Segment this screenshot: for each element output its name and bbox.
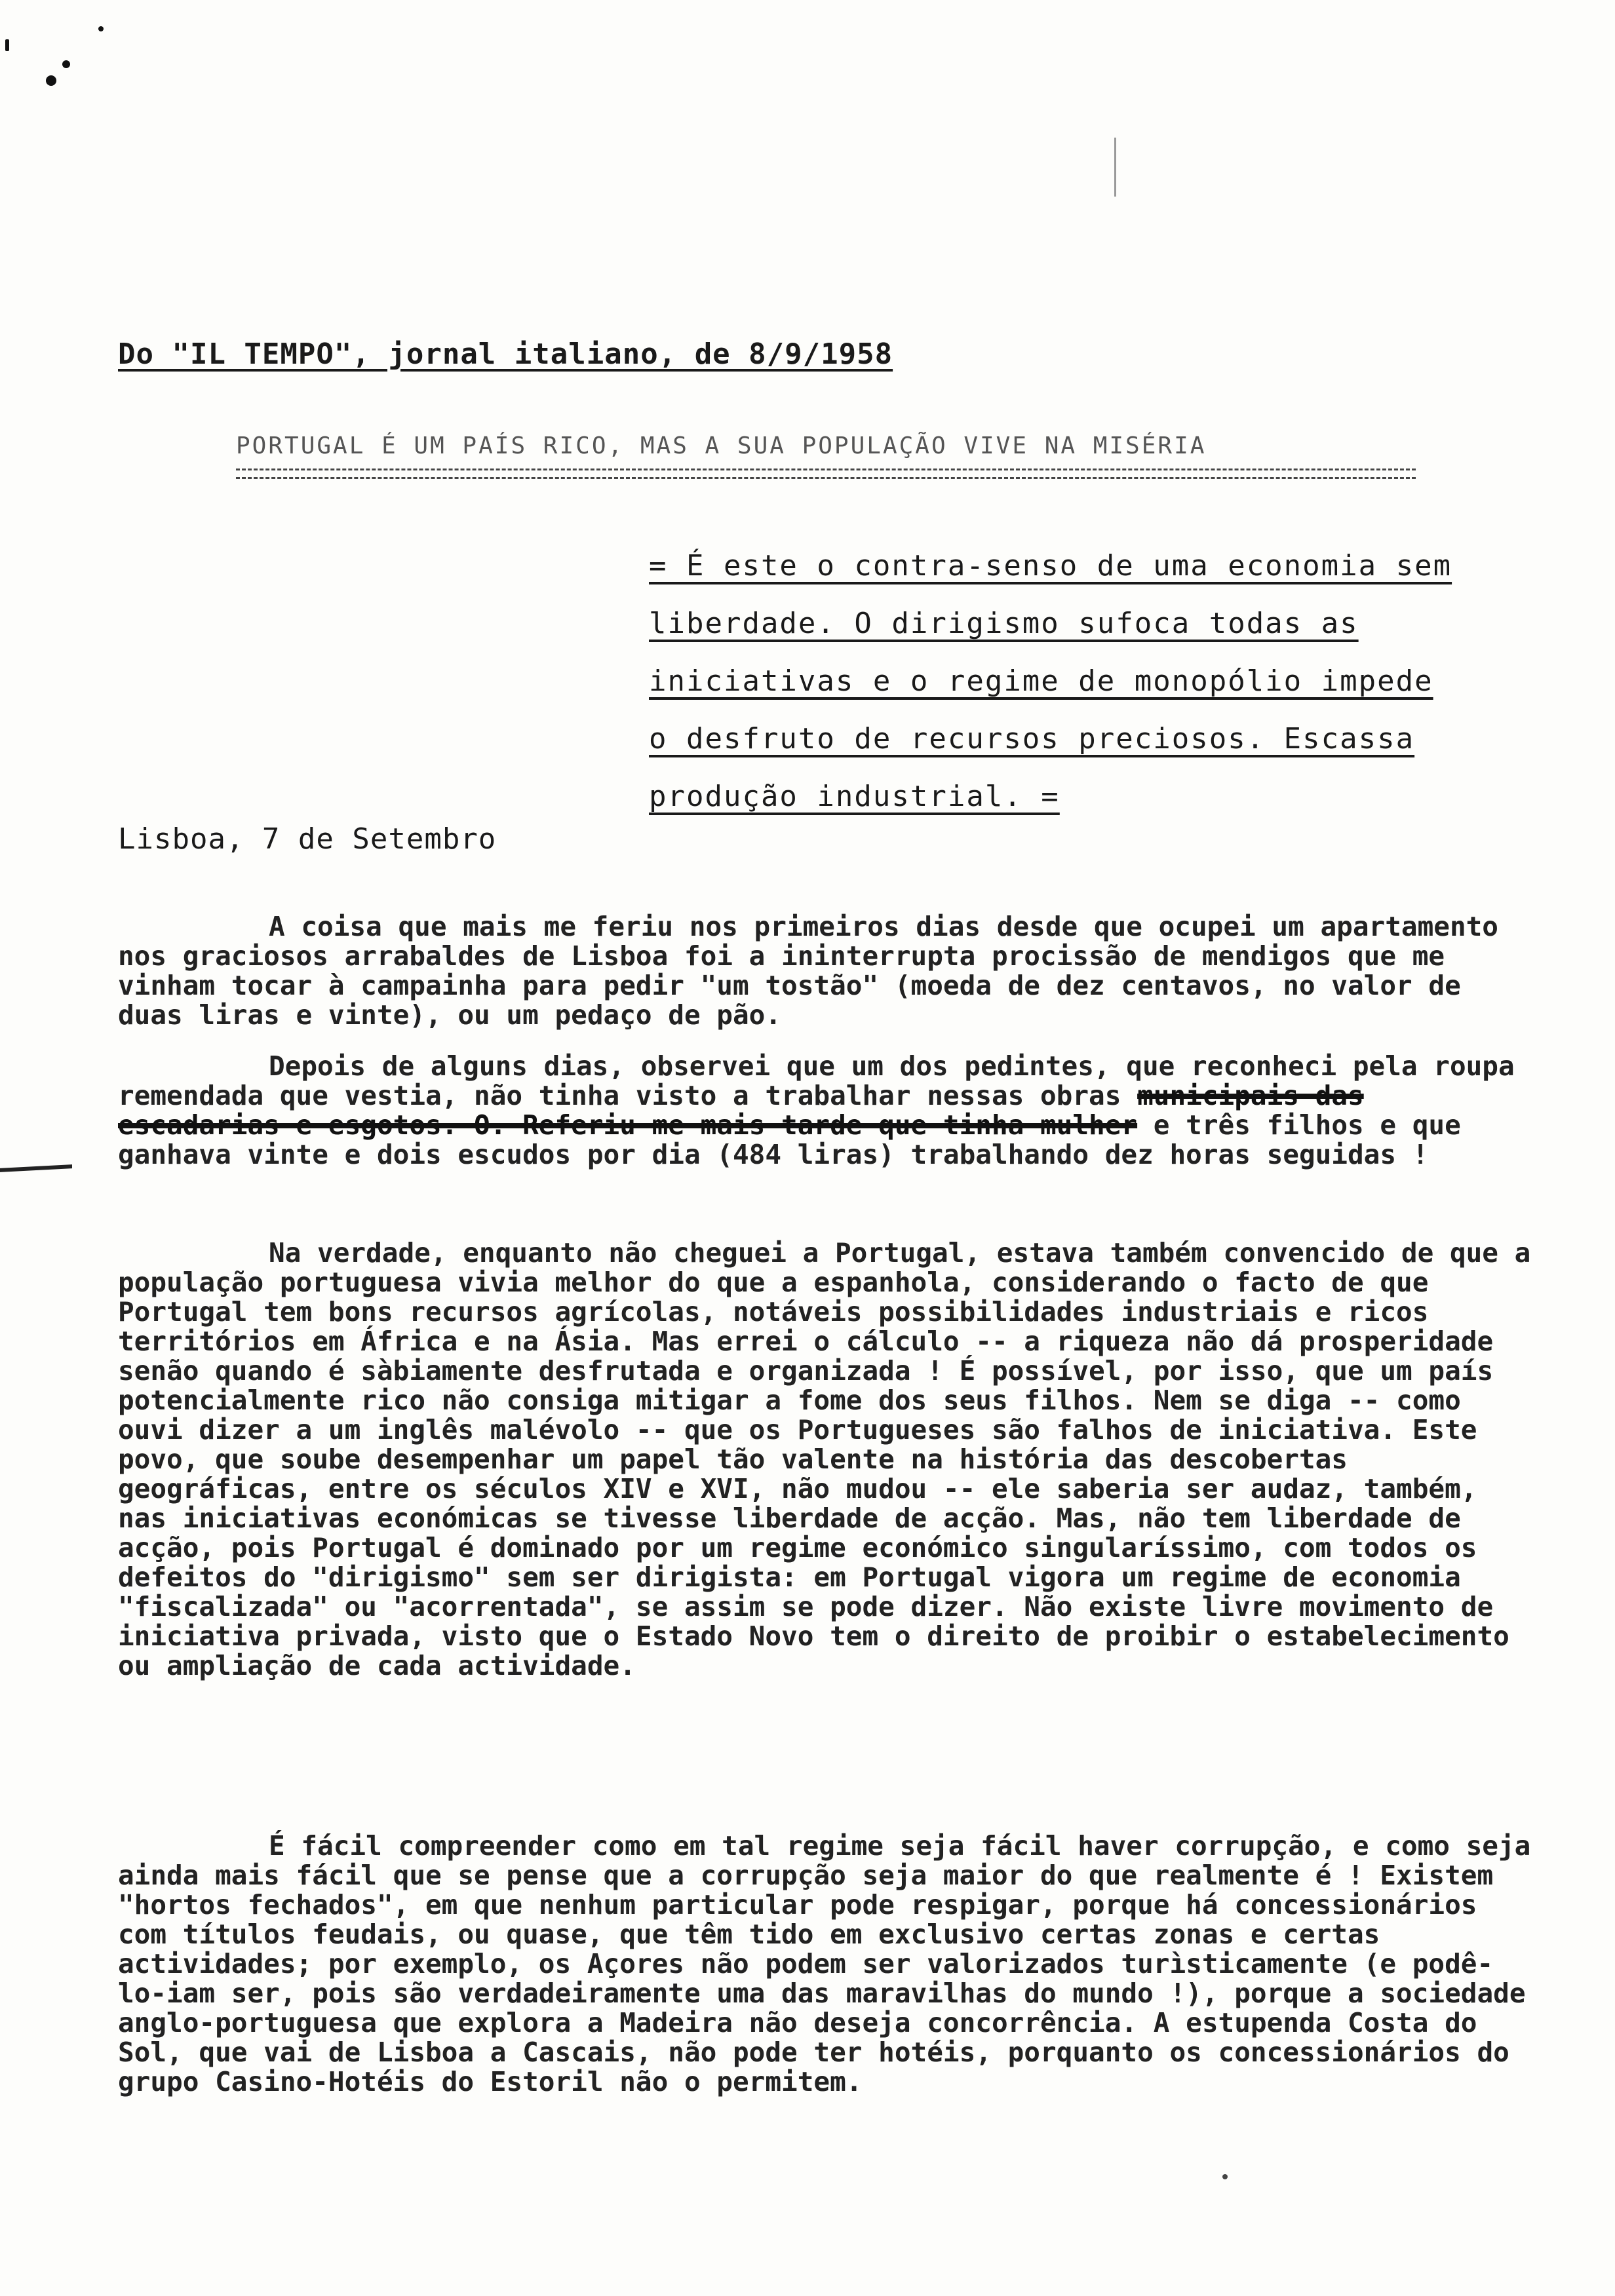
scan-mark: [1114, 138, 1116, 197]
struck-out-text: municipais das escadarias e esgotos. O. Referiu-me mais tarde que tinha mulher: [118, 1080, 1364, 1141]
subheadline-line: = É este o contra-senso de uma economia sem: [649, 549, 1452, 583]
subheadline-line: iniciativas e o regime de monopólio impede: [649, 664, 1433, 698]
subheadline-line: liberdade. O dirigismo sufoca todas as: [649, 607, 1359, 640]
dateline: Lisboa, 7 de Setembro: [118, 822, 497, 856]
paragraph-1: A coisa que mais me feriu nos primeiros dias desde que ocupei um apartamento nos graciosos arrabaldes de Lisboa foi a ininterrupta procissão de mendigos que me vinham tocar à campainha para pedir "um tostão" (moeda de dez centavos, no valor de duas liras e vinte), ou um pedaço de pão.: [118, 911, 1498, 1031]
subheadline-line: produção industrial. =: [649, 780, 1060, 813]
paragraph-4: É fácil compreender como em tal regime seja fácil haver corrupção, e como seja ainda mais fácil que se pense que a corrupção seja maior do que realmente é ! Existem "hortos fechados", em que nenhum particular pode respigar, porque há concessionários com títulos feudais, ou quase, que têm tido em exclusivo certas zonas e certas actividades; por exemplo, os Açores não podem ser valorizados turìsticamente (e podê-lo-iam ser, pois são verdadeiramente uma das maravilhas do mundo !), porque a sociedade anglo-portuguesa que explora a Madeira não deseja concorrência. A estupenda Costa do Sol, que vai de Lisboa a Cascais, não pode ter hotéis, porquanto os concessionários do grupo Casino-Hotéis do Estoril não o permitem.: [118, 1830, 1531, 2097]
ink-speck: [5, 39, 9, 51]
subheadline: [649, 537, 1527, 826]
ink-speck: [62, 60, 70, 68]
paragraph-2: Depois de alguns dias, observei que um dos pedintes, que reconheci pela roupa remendada que vestia, não tinha visto a trabalhar nessas obras municipais das escadarias e esgotos. O. Referiu-me mais tarde que tinha mulher e três filhos e que ganhava vinte e dois escudos por dia (484 liras) trabalhando dez horas seguidas !: [118, 1050, 1515, 1170]
ink-speck: [46, 75, 56, 86]
subheadline-line: o desfruto de recursos preciosos. Escassa: [649, 722, 1415, 756]
paragraph-3: Na verdade, enquanto não cheguei a Portugal, estava também convencido de que a população portuguesa vivia melhor do que a espanhola, considerando o facto de que Portugal tem bons recursos agrícolas, notáveis possibilidades industriais e ricos territórios em África e na Ásia. Mas errei o cálculo -- a riqueza não dá prosperidade senão quando é sàbiamente desfrutada e organizada ! É possível, por isso, que um país potencialmente rico não consiga mitigar a fome dos seus filhos. Nem se diga -- como ouvi dizer a um inglês malévolo -- que os Portugueses são falhos de iniciativa. Este povo, que soube desempenhar um papel tão valente na história das descobertas geográficas, entre os séculos XIV e XVI, não mudou -- ele saberia ser audaz, também, nas iniciativas económicas se tivesse liberdade de acção. Mas, não tem liberdade de acção, pois Portugal é dominado por um regime económico singularíssimo, com todos os defeitos do "dirigismo" sem ser dirigista: em Portugal vigora um regime de economia "fiscalizada" ou "acorrentada", se assim se pode dizer. Não existe livre movimento de iniciativa privada, visto que o Estado Novo tem o direito de proibir o estabelecimento ou ampliação de cada actividade.: [118, 1237, 1531, 1681]
ink-speck: [1222, 2174, 1228, 2179]
margin-mark: [0, 1164, 72, 1172]
headline: PORTUGAL É UM PAÍS RICO, MAS A SUA POPULAÇÃO VIVE NA MISÉRIA: [236, 432, 1207, 459]
source-line: Do "IL TEMPO", jornal italiano, de 8/9/1958: [118, 337, 893, 371]
ink-speck: [98, 26, 104, 31]
headline-underline: [236, 469, 1416, 479]
